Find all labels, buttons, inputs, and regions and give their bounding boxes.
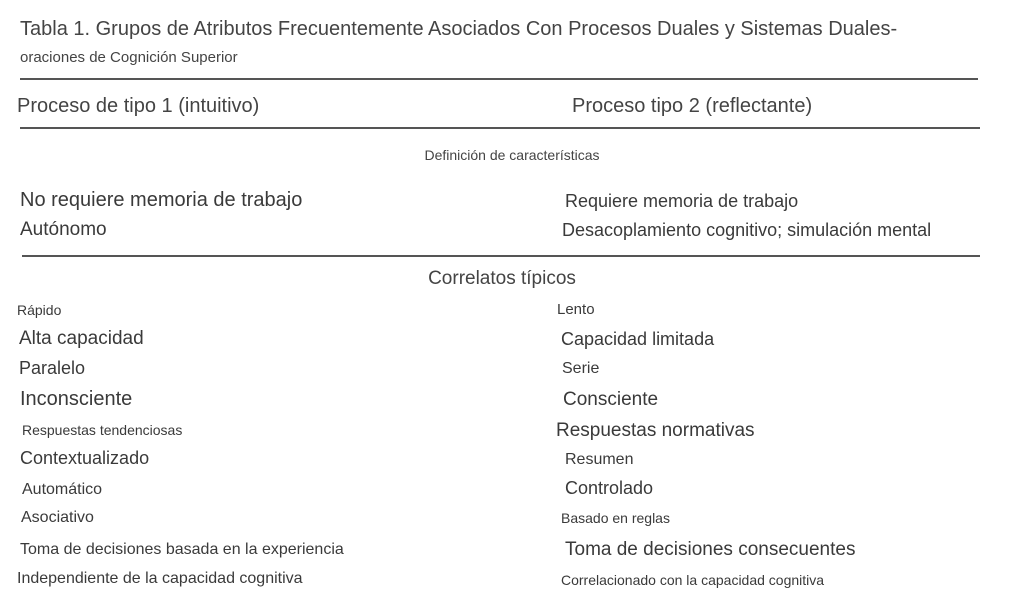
table-cell-left: Autónomo (20, 219, 107, 240)
table-cell-right: Resumen (565, 451, 634, 468)
table-cell-left: Contextualizado (20, 448, 150, 468)
table-cell-right: Serie (562, 360, 600, 377)
table-cell-right: Controlado (565, 478, 654, 498)
table-caption-line-2: oraciones de Cognición Superior (20, 49, 238, 66)
table-cell-left: Independiente de la capacidad cognitiva (17, 570, 303, 587)
table-cell-right: Basado en reglas (561, 510, 670, 526)
table-cell-right: Toma de decisiones consecuentes (565, 539, 856, 560)
table-cell-right: Capacidad limitada (561, 329, 715, 349)
column-header-type-2: Proceso tipo 2 (reflectante) (572, 95, 813, 117)
table-cell-right: Respuestas normativas (556, 420, 755, 441)
table-cell-left: Inconsciente (20, 388, 133, 410)
table-cell-left: Respuestas tendenciosas (22, 422, 183, 438)
table-cell-left: Rápido (17, 302, 62, 318)
section-rule (22, 255, 980, 257)
header-rule (20, 127, 980, 129)
table-caption-line-1: Tabla 1. Grupos de Atributos Frecuentemente Asociados Con Procesos Duales y Sistemas Duales- (20, 18, 898, 40)
table-cell-left: Automático (22, 481, 103, 498)
table-cell-right: Desacoplamiento cognitivo; simulación mental (562, 220, 932, 240)
table-cell-left: Asociativo (21, 509, 94, 526)
table-cell-left: No requiere memoria de trabajo (20, 189, 303, 211)
table-cell-right: Requiere memoria de trabajo (565, 191, 799, 211)
table-cell-left: Paralelo (19, 358, 86, 378)
table-cell-right: Correlacionado con la capacidad cognitiva (561, 572, 825, 588)
column-header-type-1: Proceso de tipo 1 (intuitivo) (17, 95, 260, 117)
table-cell-right: Consciente (563, 389, 659, 410)
section-title-defining-features: Definición de características (424, 147, 600, 163)
table-cell-left: Toma de decisiones basada en la experiencia (20, 541, 344, 558)
table-cell-right: Lento (557, 301, 595, 318)
table-cell-left: Alta capacidad (19, 328, 144, 349)
top-rule (20, 78, 978, 80)
section-title-typical-correlates: Correlatos típicos (428, 268, 576, 289)
